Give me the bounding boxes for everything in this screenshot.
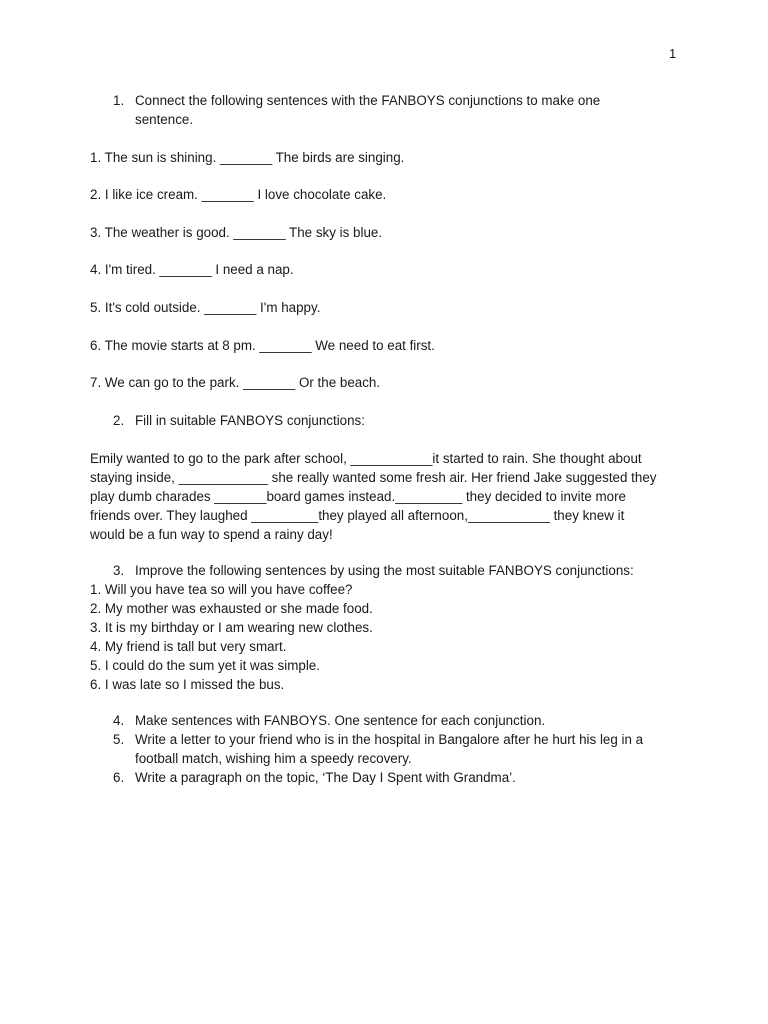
question-2-instruction: Fill in suitable FANBOYS conjunctions: (135, 413, 365, 428)
paragraph-line: play dumb charades _______board games instead._________ they decided to invite more (90, 489, 626, 504)
improve-item: 3. It is my birthday or I am wearing new clothes. (90, 620, 373, 635)
paragraph-line: Emily wanted to go to the park after school, ___________it started to rain. She thought about (90, 451, 642, 466)
improve-item: 4. My friend is tall but very smart. (90, 639, 287, 654)
question-6 (113, 768, 673, 787)
question-5 (113, 730, 683, 768)
exercise-1-item: 7. We can go to the park. _______ Or the beach. (90, 375, 381, 390)
question-1-number: 1. (113, 93, 125, 108)
question-1 (113, 91, 673, 129)
question-5-instruction-line1: Write a letter to your friend who is in the hospital in Bangalore after he hurt his leg in a (135, 732, 644, 747)
paragraph-line: would be a fun way to spend a rainy day! (90, 527, 333, 542)
question-4-number: 4. (113, 713, 125, 728)
question-5-number: 5. (113, 732, 125, 747)
exercise-1-item: 6. The movie starts at 8 pm. _______ We need to eat first. (90, 338, 435, 353)
question-5-instruction-line2: football match, wishing him a speedy recovery. (135, 751, 412, 766)
question-2 (113, 411, 673, 430)
question-1-instruction-line2: sentence. (135, 112, 194, 127)
improve-item: 6. I was late so I missed the bus. (90, 677, 285, 692)
fill-in-paragraph (90, 449, 680, 544)
question-3 (113, 561, 713, 580)
exercise-1-item: 3. The weather is good. _______ The sky is blue. (90, 225, 383, 240)
question-2-number: 2. (113, 413, 125, 428)
improve-item: 5. I could do the sum yet it was simple. (90, 658, 320, 673)
exercise-1-item: 5. It's cold outside. _______ I'm happy. (90, 300, 321, 315)
exercise-1-item: 2. I like ice cream. _______ I love chocolate cake. (90, 187, 387, 202)
question-3-number: 3. (113, 563, 125, 578)
exercise-1-item: 4. I'm tired. _______ I need a nap. (90, 262, 294, 277)
question-6-number: 6. (113, 770, 125, 785)
question-3-instruction: Improve the following sentences by using the most suitable FANBOYS conjunctions: (135, 563, 634, 578)
improve-item: 2. My mother was exhausted or she made food. (90, 601, 373, 616)
question-4 (113, 711, 673, 730)
paragraph-line: friends over. They laughed _________they played all afternoon,___________ they knew it (90, 508, 625, 523)
improve-item: 1. Will you have tea so will you have coffee? (90, 582, 353, 597)
exercise-1-item: 1. The sun is shining. _______ The birds are singing. (90, 150, 405, 165)
paragraph-line: staying inside, ____________ she really wanted some fresh air. Her friend Jake suggested they (90, 470, 657, 485)
question-4-instruction: Make sentences with FANBOYS. One sentence for each conjunction. (135, 713, 546, 728)
question-1-instruction-line1: Connect the following sentences with the FANBOYS conjunctions to make one (135, 93, 601, 108)
question-6-instruction: Write a paragraph on the topic, ‘The Day I Spent with Grandma’. (135, 770, 516, 785)
improve-sentences-list (90, 580, 680, 694)
page-number: 1 (669, 46, 677, 61)
